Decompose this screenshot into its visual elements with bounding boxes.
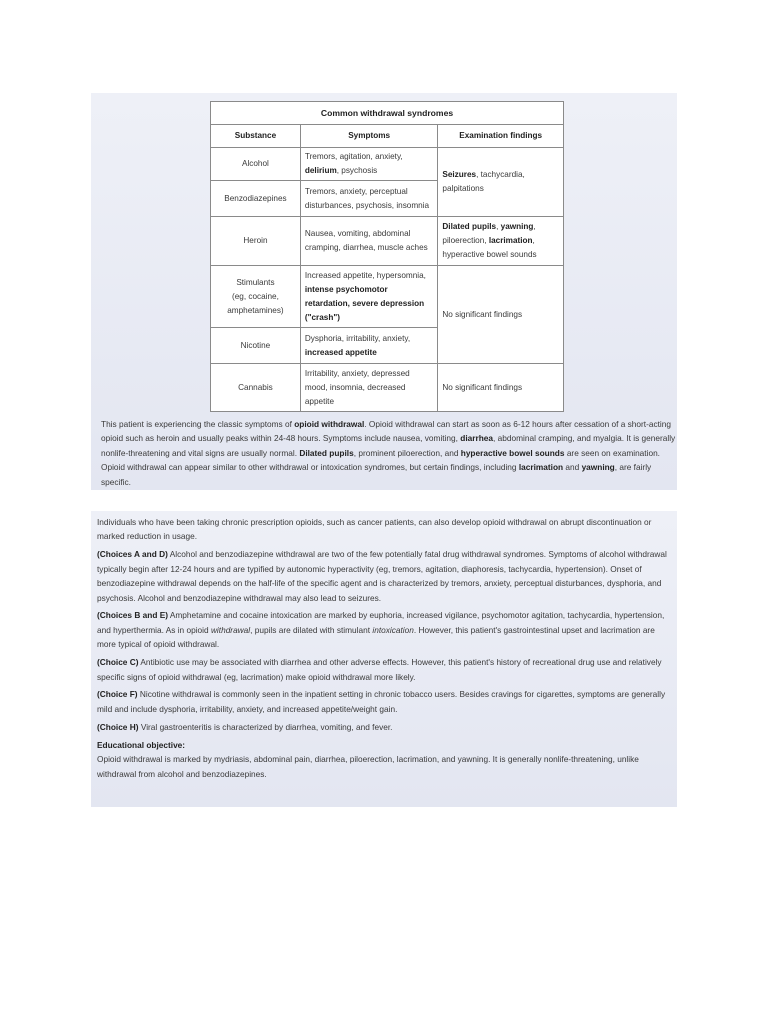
substance-cell: Benzodiazepines [211,181,301,217]
table-title: Common withdrawal syndromes [211,102,564,125]
table-row [211,217,564,266]
column-header-symptoms: Symptoms [300,125,438,148]
exam-cell: No significant findings [438,364,564,412]
table-row [211,364,564,412]
table-row [211,148,564,181]
choice-be-paragraph: (Choices B and E) Amphetamine and cocaine intoxication are marked by euphoria, increased vigilance, psychomotor agitation, tachycardia, hypertension, and hyperthermia. As in opioid withdrawal, pupils are dilated with stimulant intoxication. However, this patient's gastrointestinal upset and lacrimation are more typical of opioid withdrawal. [97,610,665,650]
column-header-exam: Examination findings [438,125,564,148]
choice-ad-paragraph: (Choices A and D) Alcohol and benzodiazepine withdrawal are two of the few potentially fatal drug withdrawal syndromes. Symptoms of alcohol withdrawal typically begin after 12-24 hours and are typified by autonomic hyperactivity (eg, tremors, agitation, diaphoresis, tachycardia, hypertension). Onset of benzodiazepine withdrawal depends on the half-life of the specific agent and is characterized by tremors, anxiety, perceptual disturbances, dysphoria, and psychosis. Alcohol and benzodiazepine withdrawal may also lead to seizures. [97,549,667,603]
symptoms-cell: Irritability, anxiety, depressed mood, insomnia, decreased appetite [300,364,438,412]
exam-cell: Dilated pupils, yawning, piloerection, lacrimation, hyperactive bowel sounds [438,217,564,266]
choice-c-paragraph: (Choice C) Antibiotic use may be associated with diarrhea and other adverse effects. However, this patient's history of recreational drug use and relatively specific signs of opioid withdrawal (eg, lacrimation) make opioid withdrawal more likely. [97,657,662,682]
choice-h-paragraph: (Choice H) Viral gastroenteritis is characterized by diarrhea, vomiting, and fever. [97,721,393,732]
symptoms-cell: Increased appetite, hypersomnia, intense psychomotor retardation, severe depression ("crash") [300,266,438,328]
exam-cell: Seizures, tachycardia, palpitations [438,148,564,217]
choices-panel [91,511,677,807]
column-header-substance: Substance [211,125,301,148]
substance-cell: Stimulants (eg, cocaine, amphetamines) [211,266,301,328]
objective-text: Opioid withdrawal is marked by mydriasis, abdominal pain, diarrhea, piloerection, lacrimation, and yawning. It is generally nonlife-threatening, unlike withdrawal from alcohol and benzodiazepines. [97,754,639,779]
substance-cell: Cannabis [211,364,301,412]
withdrawal-table [210,101,564,412]
intro-paragraph: Individuals who have been taking chronic prescription opioids, such as cancer patients, can also develop opioid withdrawal on abrupt discontinuation or marked reduction in usage. [97,517,652,542]
explanation-panel [91,93,677,490]
symptoms-cell: Dysphoria, irritability, anxiety, increased appetite [300,328,438,364]
substance-cell: Alcohol [211,148,301,181]
table-row [211,266,564,328]
symptoms-cell: Nausea, vomiting, abdominal cramping, diarrhea, muscle aches [300,217,438,266]
symptoms-cell: Tremors, agitation, anxiety, delirium, psychosis [300,148,438,181]
substance-cell: Nicotine [211,328,301,364]
substance-cell: Heroin [211,217,301,266]
explanation-text: This patient is experiencing the classic symptoms of opioid withdrawal. Opioid withdrawal can start as soon as 6-12 hours after cessation of a short-acting opioid such as heroin and usually peaks within 24-48 hours. Symptoms include nausea, vomiting, diarrhea, abdominal cramping, and myalgia. It is generally nonlife-threatening and vital signs are usually normal. Dilated pupils, prominent piloerection, and hyperactive bowel sounds are seen on examination. Opioid withdrawal can appear similar to other withdrawal or intoxication syndromes, but certain findings, including lacrimation and yawning, are fairly specific. [101,419,676,487]
objective-heading: Educational objective: [97,739,186,750]
exam-cell: No significant findings [438,266,564,364]
symptoms-cell: Tremors, anxiety, perceptual disturbances, psychosis, insomnia [300,181,438,217]
choice-f-paragraph: (Choice F) Nicotine withdrawal is commonly seen in the inpatient setting in chronic tobacco users. Besides cravings for cigarettes, symptoms are generally mild and include dysphoria, irritability, anxiety, and increased appetite/weight gain. [97,689,666,714]
